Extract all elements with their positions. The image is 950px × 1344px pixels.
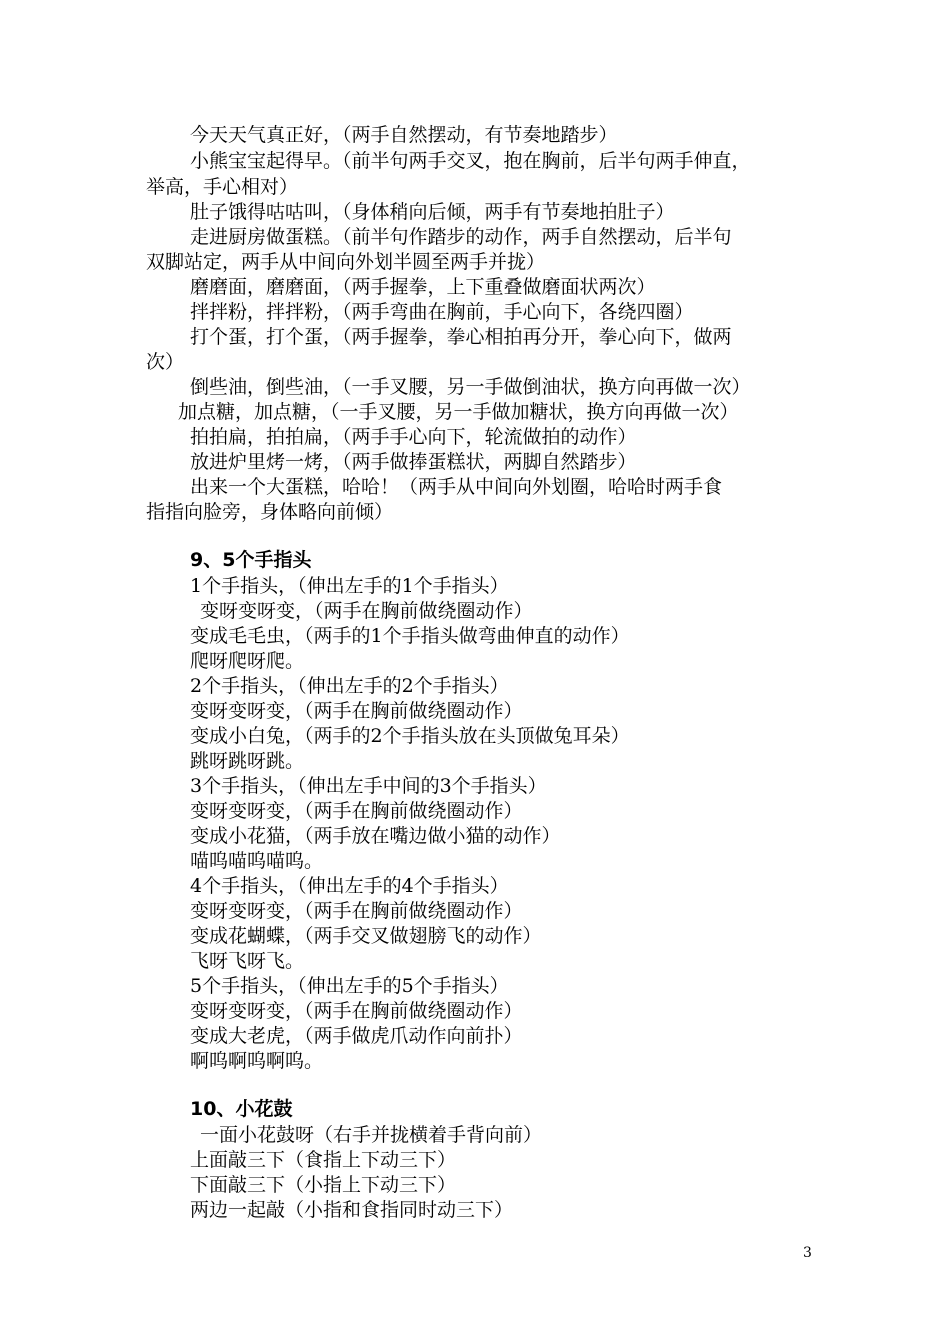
text-line: 飞呀飞呀飞。 xyxy=(190,950,305,972)
text-line: 喵呜喵呜喵呜。 xyxy=(190,850,324,872)
text-line: 上面敲三下（食指上下动三下） xyxy=(190,1149,457,1171)
text-line: 磨磨面，磨磨面，（两手握拳，上下重叠做磨面状两次） xyxy=(190,276,656,298)
section-heading: 10、小花鼓 xyxy=(190,1098,293,1120)
text-line: 倒些油，倒些油，（一手叉腰，另一手做倒油状，换方向再做一次） xyxy=(190,376,751,398)
text-line: 加点糖，加点糖，（一手叉腰，另一手做加糖状，换方向再做一次） xyxy=(178,401,739,423)
text-line: 变呀变呀变，（两手在胸前做绕圈动作） xyxy=(190,800,523,822)
text-line: 变成小白兔，（两手的2个手指头放在头顶做兔耳朵） xyxy=(190,725,630,747)
text-line: 3个手指头，（伸出左手中间的3个手指头） xyxy=(190,775,547,797)
text-line: 小熊宝宝起得早。（前半句两手交叉，抱在胸前，后半句两手伸直， xyxy=(190,150,751,172)
text-line: 变呀变呀变，（两手在胸前做绕圈动作） xyxy=(190,1000,523,1022)
text-line: 拍拍扁，拍拍扁，（两手手心向下，轮流做拍的动作） xyxy=(190,426,637,448)
text-line: 1个手指头，（伸出左手的1个手指头） xyxy=(190,575,509,597)
text-line: 啊呜啊呜啊呜。 xyxy=(190,1050,324,1072)
text-line: 肚子饿得咕咕叫，（身体稍向后倾，两手有节奏地拍肚子） xyxy=(190,201,675,223)
text-line: 变成毛毛虫，（两手的1个手指头做弯曲伸直的动作） xyxy=(190,625,630,647)
text-line: 变成大老虎，（两手做虎爪动作向前扑） xyxy=(190,1025,523,1047)
text-line: 2个手指头，（伸出左手的2个手指头） xyxy=(190,675,509,697)
text-line: 放进炉里烤一烤，（两手做捧蛋糕状，两脚自然踏步） xyxy=(190,451,637,473)
text-line: 下面敲三下（小指上下动三下） xyxy=(190,1174,457,1196)
text-line: 变成小花猫，（两手放在嘴边做小猫的动作） xyxy=(190,825,561,847)
text-line: 爬呀爬呀爬。 xyxy=(190,650,305,672)
text-line: 打个蛋，打个蛋，（两手握拳，拳心相拍再分开，拳心向下，做两 xyxy=(190,326,732,348)
text-line: 次） xyxy=(146,351,185,373)
text-line: 双脚站定，两手从中间向外划半圆至两手并拢） xyxy=(146,251,546,273)
text-line: 拌拌粉，拌拌粉，（两手弯曲在胸前，手心向下，各绕四圈） xyxy=(190,301,694,323)
text-line: 变成花蝴蝶，（两手交叉做翅膀飞的动作） xyxy=(190,925,542,947)
text-line: 变呀变呀变，（两手在胸前做绕圈动作） xyxy=(190,900,523,922)
text-line: 跳呀跳呀跳。 xyxy=(190,750,305,772)
text-line: 举高，手心相对） xyxy=(146,176,299,198)
text-line: 两边一起敲（小指和食指同时动三下） xyxy=(190,1199,514,1221)
text-line: 5个手指头，（伸出左手的5个手指头） xyxy=(190,975,509,997)
text-line: 出来一个大蛋糕，哈哈！（两手从中间向外划圈，哈哈时两手食 xyxy=(190,476,723,498)
page-number: 3 xyxy=(803,1245,812,1261)
text-line: 一面小花鼓呀（右手并拢横着手背向前） xyxy=(200,1124,543,1146)
text-line: 变呀变呀变，（两手在胸前做绕圈动作） xyxy=(200,600,533,622)
text-line: 指指向脸旁，身体略向前倾） xyxy=(146,501,394,523)
text-line: 变呀变呀变，（两手在胸前做绕圈动作） xyxy=(190,700,523,722)
text-line: 今天天气真正好，（两手自然摆动，有节奏地踏步） xyxy=(190,124,618,146)
section-heading: 9、5个手指头 xyxy=(190,549,312,571)
text-line: 4个手指头，（伸出左手的4个手指头） xyxy=(190,875,509,897)
text-line: 走进厨房做蛋糕。（前半句作踏步的动作，两手自然摆动，后半句 xyxy=(190,226,732,248)
